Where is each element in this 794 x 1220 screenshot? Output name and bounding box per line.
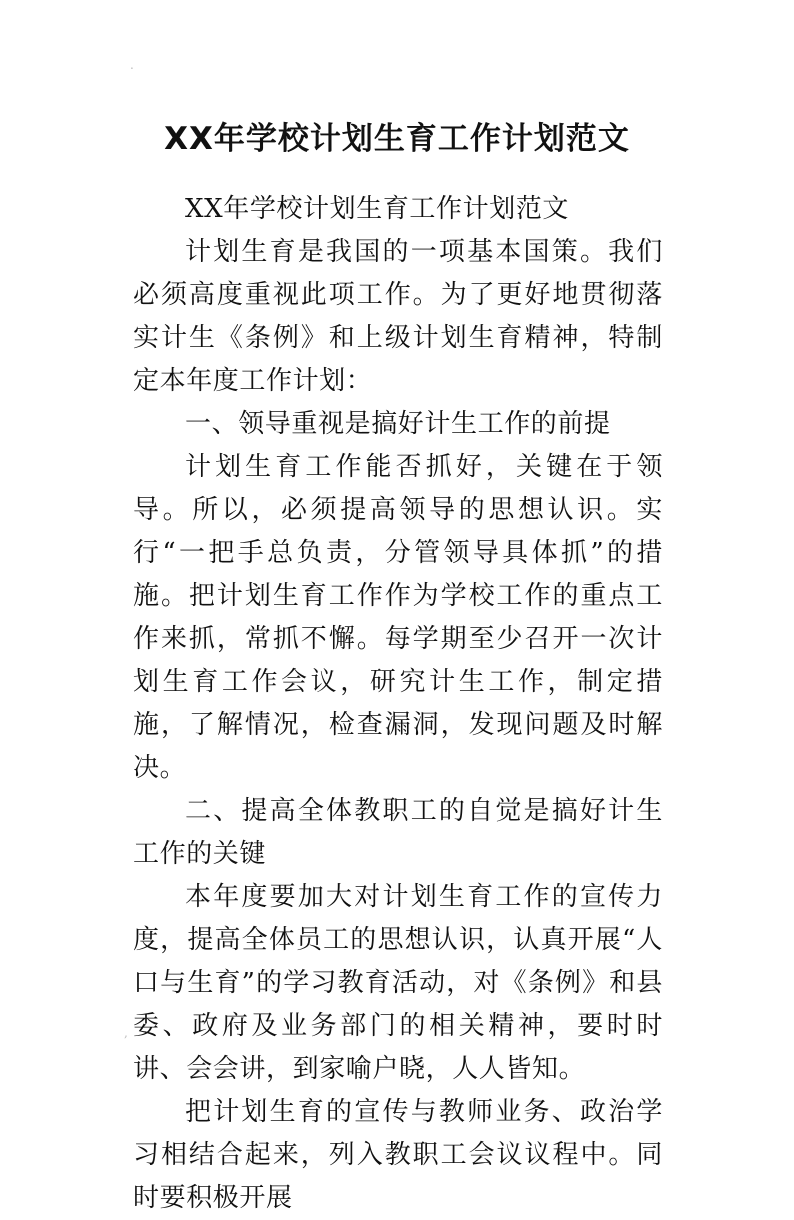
paragraph-publicity: 本年度要加大对计划生育工作的宣传力度，提高全体员工的思想认识，认真开展“人口与生育”的学习教育活动，对《条例》和县委、政府及业务部门的相关精神，要时时讲、会会讲，到家喻户晓，人人皆知。	[133, 882, 663, 1084]
document-body	[133, 188, 663, 1220]
document-title: XX年学校计划生育工作计划范文	[164, 120, 630, 157]
paragraph-leadership: 计划生育工作能否抓好，关键在于领导。所以，必须提高领导的思想认识。实行“一把手总负责，分管领导具体抓”的措施。把计划生育工作作为学校工作的重点工作来抓，常抓不懈。每学期至少召开一次计划生育工作会议，研究计生工作，制定措施，了解情况，检查漏洞，发现问题及时解决。	[133, 452, 663, 783]
paragraph-intro: 计划生育是我国的一项基本国策。我们必须高度重视此项工作。为了更好地贯彻落实计生《条例》和上级计划生育精神，特制定本年度工作计划：	[133, 237, 663, 396]
scan-speck: .	[130, 58, 134, 72]
section-heading-2: 二、提高全体教职工的自觉是搞好计生工作的关键	[133, 796, 663, 869]
paragraph-integration: 把计划生育的宣传与教师业务、政治学习相结合起来，列入教职工会议议程中。同时要积极开展	[133, 1097, 663, 1213]
section-heading-1: 一、领导重视是搞好计生工作的前提	[185, 409, 611, 439]
paragraph-subtitle: XX年学校计划生育工作计划范文	[185, 194, 570, 224]
scan-speck: ,	[124, 1026, 128, 1040]
